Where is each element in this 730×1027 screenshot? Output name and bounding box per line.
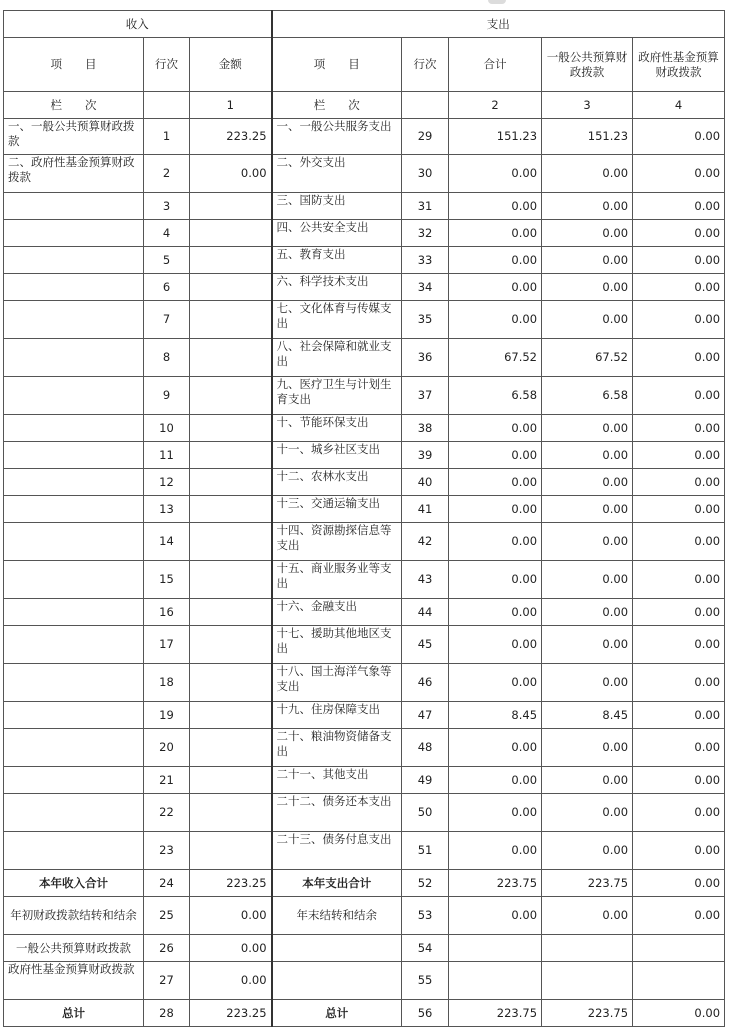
gov-fund-header: 政府性基金预算财政拨款 <box>633 38 725 92</box>
expense-row-number: 41 <box>402 496 449 523</box>
income-row-number: 12 <box>144 469 190 496</box>
table-row <box>4 339 725 377</box>
expense-gov-fund: 0.00 <box>633 469 725 496</box>
table-row <box>4 496 725 523</box>
expense-total: 0.00 <box>449 301 542 339</box>
income-item <box>4 702 144 729</box>
income-row-number: 13 <box>144 496 190 523</box>
expense-gov-fund: 0.00 <box>633 729 725 767</box>
expense-gov-fund: 0.00 <box>633 496 725 523</box>
income-section-header: 收入 <box>4 11 272 38</box>
table-row <box>4 626 725 664</box>
expense-total: 0.00 <box>449 832 542 870</box>
expense-item-header: 项 目 <box>272 38 402 92</box>
expense-general-budget: 223.75 <box>542 870 633 897</box>
income-row-number: 28 <box>144 1000 190 1027</box>
income-row-number: 6 <box>144 274 190 301</box>
table-row <box>4 729 725 767</box>
expense-item: 二十三、债务付息支出 <box>272 832 402 870</box>
expense-general-budget: 0.00 <box>542 155 633 193</box>
expense-general-budget: 0.00 <box>542 442 633 469</box>
income-row-number: 9 <box>144 377 190 415</box>
expense-item: 十一、城乡社区支出 <box>272 442 402 469</box>
income-item <box>4 339 144 377</box>
income-amount: 223.25 <box>190 870 272 897</box>
table-row <box>4 702 725 729</box>
income-row-number: 3 <box>144 193 190 220</box>
expense-total: 0.00 <box>449 274 542 301</box>
expense-item: 十五、商业服务业等支出 <box>272 561 402 599</box>
expense-total: 0.00 <box>449 469 542 496</box>
expense-row-number: 55 <box>402 962 449 1000</box>
expense-gov-fund: 0.00 <box>633 119 725 155</box>
expense-row-number: 54 <box>402 935 449 962</box>
expense-general-budget: 0.00 <box>542 832 633 870</box>
expense-total: 223.75 <box>449 870 542 897</box>
table-row <box>4 415 725 442</box>
expense-row-number: 52 <box>402 870 449 897</box>
expense-total: 0.00 <box>449 561 542 599</box>
expense-gov-fund: 0.00 <box>633 442 725 469</box>
expense-item: 四、公共安全支出 <box>272 220 402 247</box>
income-amount: 0.00 <box>190 962 272 1000</box>
expense-total: 0.00 <box>449 247 542 274</box>
expense-row-number: 29 <box>402 119 449 155</box>
expense-general-budget: 151.23 <box>542 119 633 155</box>
expense-total: 0.00 <box>449 496 542 523</box>
expense-total: 0.00 <box>449 193 542 220</box>
income-item: 总计 <box>4 1000 144 1027</box>
income-amount: 223.25 <box>190 1000 272 1027</box>
income-row-number: 24 <box>144 870 190 897</box>
expense-row-number: 50 <box>402 794 449 832</box>
income-row-number: 10 <box>144 415 190 442</box>
income-amount <box>190 561 272 599</box>
expense-item: 二十一、其他支出 <box>272 767 402 794</box>
table-row <box>4 767 725 794</box>
expense-item: 九、医疗卫生与计划生育支出 <box>272 377 402 415</box>
expense-general-budget: 6.58 <box>542 377 633 415</box>
income-amount <box>190 767 272 794</box>
expense-item: 十九、住房保障支出 <box>272 702 402 729</box>
expense-row-number: 53 <box>402 897 449 935</box>
expense-row-number: 42 <box>402 523 449 561</box>
income-row-number: 1 <box>144 119 190 155</box>
expense-row-number: 38 <box>402 415 449 442</box>
expense-general-budget: 0.00 <box>542 193 633 220</box>
expense-colindex-blank <box>402 92 449 119</box>
expense-gov-fund: 0.00 <box>633 220 725 247</box>
expense-gov-fund: 0.00 <box>633 767 725 794</box>
income-row-number: 25 <box>144 897 190 935</box>
income-item: 本年收入合计 <box>4 870 144 897</box>
expense-gov-fund: 0.00 <box>633 415 725 442</box>
income-amount <box>190 794 272 832</box>
colindex-4: 4 <box>633 92 725 119</box>
expense-gov-fund: 0.00 <box>633 523 725 561</box>
income-amount <box>190 702 272 729</box>
income-item <box>4 247 144 274</box>
expense-item: 一、一般公共服务支出 <box>272 119 402 155</box>
income-row-number: 14 <box>144 523 190 561</box>
expense-total: 0.00 <box>449 442 542 469</box>
income-row-number: 17 <box>144 626 190 664</box>
expense-total: 0.00 <box>449 626 542 664</box>
income-item <box>4 274 144 301</box>
income-item <box>4 469 144 496</box>
expense-general-budget: 0.00 <box>542 523 633 561</box>
expense-general-budget: 0.00 <box>542 729 633 767</box>
expense-total: 223.75 <box>449 1000 542 1027</box>
income-item <box>4 626 144 664</box>
expense-row-number: 30 <box>402 155 449 193</box>
income-item: 二、政府性基金预算财政拨款 <box>4 155 144 193</box>
expense-gov-fund: 0.00 <box>633 274 725 301</box>
income-item <box>4 599 144 626</box>
income-row-number: 16 <box>144 599 190 626</box>
table-row <box>4 664 725 702</box>
expense-total <box>449 962 542 1000</box>
expense-gov-fund: 0.00 <box>633 664 725 702</box>
expense-gov-fund: 0.00 <box>633 193 725 220</box>
table-row <box>4 155 725 193</box>
expense-general-budget: 0.00 <box>542 247 633 274</box>
expense-item: 二十、粮油物资储备支出 <box>272 729 402 767</box>
income-row-number: 18 <box>144 664 190 702</box>
expense-item: 三、国防支出 <box>272 193 402 220</box>
expense-row-number: 44 <box>402 599 449 626</box>
income-amount <box>190 626 272 664</box>
expense-total: 0.00 <box>449 664 542 702</box>
carryover-row <box>4 935 725 962</box>
column-index-row <box>4 92 725 119</box>
income-rowno-header: 行次 <box>144 38 190 92</box>
income-amount <box>190 377 272 415</box>
expense-general-budget: 0.00 <box>542 897 633 935</box>
expense-item: 十、节能环保支出 <box>272 415 402 442</box>
income-row-number: 8 <box>144 339 190 377</box>
income-amount <box>190 664 272 702</box>
expense-general-budget: 8.45 <box>542 702 633 729</box>
expense-gov-fund: 0.00 <box>633 599 725 626</box>
expense-gov-fund: 0.00 <box>633 794 725 832</box>
expense-gov-fund: 0.00 <box>633 561 725 599</box>
expense-gov-fund: 0.00 <box>633 377 725 415</box>
income-row-number: 4 <box>144 220 190 247</box>
income-row-number: 27 <box>144 962 190 1000</box>
table-row <box>4 442 725 469</box>
expense-gov-fund: 0.00 <box>633 897 725 935</box>
column-header-row <box>4 38 725 92</box>
income-amount: 223.25 <box>190 119 272 155</box>
income-amount <box>190 599 272 626</box>
expense-item: 二、外交支出 <box>272 155 402 193</box>
expense-general-budget: 0.00 <box>542 767 633 794</box>
expense-total: 0.00 <box>449 220 542 247</box>
expense-gov-fund: 0.00 <box>633 155 725 193</box>
income-item <box>4 767 144 794</box>
income-row-number: 19 <box>144 702 190 729</box>
income-amount <box>190 220 272 247</box>
expense-gov-fund <box>633 962 725 1000</box>
expense-gov-fund <box>633 935 725 962</box>
expense-general-budget: 0.00 <box>542 469 633 496</box>
expense-item: 总计 <box>272 1000 402 1027</box>
expense-row-number: 39 <box>402 442 449 469</box>
income-item <box>4 301 144 339</box>
expense-general-budget: 0.00 <box>542 274 633 301</box>
table-row <box>4 274 725 301</box>
income-item <box>4 377 144 415</box>
income-item <box>4 832 144 870</box>
income-amount <box>190 496 272 523</box>
table-row <box>4 301 725 339</box>
general-budget-header: 一般公共预算财政拨款 <box>542 38 633 92</box>
income-item: 政府性基金预算财政拨款 <box>4 962 144 1000</box>
expense-gov-fund: 0.00 <box>633 626 725 664</box>
table-row <box>4 193 725 220</box>
table-row <box>4 119 725 155</box>
expense-general-budget: 0.00 <box>542 496 633 523</box>
expense-item: 七、文化体育与传媒支出 <box>272 301 402 339</box>
table-row <box>4 247 725 274</box>
income-item: 年初财政拨款结转和结余 <box>4 897 144 935</box>
expense-gov-fund: 0.00 <box>633 702 725 729</box>
expense-general-budget: 0.00 <box>542 599 633 626</box>
expense-general-budget <box>542 962 633 1000</box>
income-amount <box>190 301 272 339</box>
expense-item: 十四、资源勘探信息等支出 <box>272 523 402 561</box>
expense-general-budget: 67.52 <box>542 339 633 377</box>
expense-total: 8.45 <box>449 702 542 729</box>
expense-general-budget: 0.00 <box>542 794 633 832</box>
income-amount <box>190 339 272 377</box>
expense-item: 六、科学技术支出 <box>272 274 402 301</box>
expense-general-budget: 223.75 <box>542 1000 633 1027</box>
income-item <box>4 664 144 702</box>
colindex-2: 2 <box>449 92 542 119</box>
income-amount: 0.00 <box>190 897 272 935</box>
expense-item: 十八、国土海洋气象等支出 <box>272 664 402 702</box>
expense-row-number: 36 <box>402 339 449 377</box>
expense-item: 二十二、债务还本支出 <box>272 794 402 832</box>
expense-row-number: 43 <box>402 561 449 599</box>
expense-gov-fund: 0.00 <box>633 247 725 274</box>
table-row <box>4 599 725 626</box>
income-amount <box>190 469 272 496</box>
income-colindex-blank <box>144 92 190 119</box>
colindex-3: 3 <box>542 92 633 119</box>
income-colindex-label: 栏 次 <box>4 92 144 119</box>
income-item <box>4 496 144 523</box>
expense-row-number: 40 <box>402 469 449 496</box>
income-row-number: 22 <box>144 794 190 832</box>
income-row-number: 5 <box>144 247 190 274</box>
income-item: 一、一般公共预算财政拨款 <box>4 119 144 155</box>
income-amount <box>190 274 272 301</box>
expense-general-budget: 0.00 <box>542 220 633 247</box>
expense-row-number: 31 <box>402 193 449 220</box>
income-row-number: 15 <box>144 561 190 599</box>
income-amount <box>190 729 272 767</box>
expense-total <box>449 935 542 962</box>
expense-gov-fund: 0.00 <box>633 339 725 377</box>
table-row <box>4 220 725 247</box>
expense-general-budget: 0.00 <box>542 301 633 339</box>
income-amount: 0.00 <box>190 935 272 962</box>
expense-total: 6.58 <box>449 377 542 415</box>
expense-item: 五、教育支出 <box>272 247 402 274</box>
income-row-number: 7 <box>144 301 190 339</box>
expense-item: 本年支出合计 <box>272 870 402 897</box>
expense-total: 0.00 <box>449 767 542 794</box>
expense-general-budget: 0.00 <box>542 561 633 599</box>
expense-total: 0.00 <box>449 523 542 561</box>
expense-section-header: 支出 <box>272 11 725 38</box>
expense-total: 0.00 <box>449 415 542 442</box>
expense-general-budget: 0.00 <box>542 415 633 442</box>
expense-colindex-label: 栏 次 <box>272 92 402 119</box>
income-item <box>4 561 144 599</box>
expense-row-number: 48 <box>402 729 449 767</box>
expense-item: 十二、农林水支出 <box>272 469 402 496</box>
expense-total: 0.00 <box>449 897 542 935</box>
expense-item: 十六、金融支出 <box>272 599 402 626</box>
table-row <box>4 832 725 870</box>
income-row-number: 21 <box>144 767 190 794</box>
income-amount <box>190 193 272 220</box>
budget-table <box>3 10 725 1027</box>
income-item-header: 项 目 <box>4 38 144 92</box>
income-row-number: 2 <box>144 155 190 193</box>
expense-row-number: 34 <box>402 274 449 301</box>
expense-general-budget <box>542 935 633 962</box>
income-amount: 0.00 <box>190 155 272 193</box>
carryover-row <box>4 962 725 1000</box>
expense-item: 年末结转和结余 <box>272 897 402 935</box>
expense-rowno-header: 行次 <box>402 38 449 92</box>
expense-row-number: 46 <box>402 664 449 702</box>
expense-gov-fund: 0.00 <box>633 832 725 870</box>
expense-total: 0.00 <box>449 794 542 832</box>
expense-item: 八、社会保障和就业支出 <box>272 339 402 377</box>
expense-general-budget: 0.00 <box>542 626 633 664</box>
table-row <box>4 523 725 561</box>
table-row <box>4 794 725 832</box>
expense-row-number: 37 <box>402 377 449 415</box>
income-item: 一般公共预算财政拨款 <box>4 935 144 962</box>
expense-total: 0.00 <box>449 729 542 767</box>
income-amount <box>190 523 272 561</box>
income-item <box>4 193 144 220</box>
income-item <box>4 442 144 469</box>
expense-total: 0.00 <box>449 155 542 193</box>
income-item <box>4 794 144 832</box>
income-item <box>4 415 144 442</box>
expense-general-budget: 0.00 <box>542 664 633 702</box>
income-item <box>4 729 144 767</box>
income-amount-header: 金额 <box>190 38 272 92</box>
income-item <box>4 523 144 561</box>
income-item <box>4 220 144 247</box>
expense-gov-fund: 0.00 <box>633 870 725 897</box>
expense-row-number: 32 <box>402 220 449 247</box>
income-row-number: 23 <box>144 832 190 870</box>
carryover-row <box>4 897 725 935</box>
expense-gov-fund: 0.00 <box>633 301 725 339</box>
expense-row-number: 47 <box>402 702 449 729</box>
expense-row-number: 49 <box>402 767 449 794</box>
scroll-indicator <box>488 0 506 4</box>
expense-item <box>272 962 402 1000</box>
expense-gov-fund: 0.00 <box>633 1000 725 1027</box>
expense-item <box>272 935 402 962</box>
income-amount <box>190 442 272 469</box>
expense-total: 0.00 <box>449 599 542 626</box>
income-amount <box>190 415 272 442</box>
expense-row-number: 35 <box>402 301 449 339</box>
expense-row-number: 45 <box>402 626 449 664</box>
expense-total: 67.52 <box>449 339 542 377</box>
table-row <box>4 561 725 599</box>
expense-item: 十三、交通运输支出 <box>272 496 402 523</box>
income-row-number: 20 <box>144 729 190 767</box>
table-row <box>4 377 725 415</box>
section-header-row <box>4 11 725 38</box>
income-row-number: 26 <box>144 935 190 962</box>
grand-total-row <box>4 1000 725 1027</box>
expense-row-number: 56 <box>402 1000 449 1027</box>
expense-item: 十七、援助其他地区支出 <box>272 626 402 664</box>
expense-row-number: 51 <box>402 832 449 870</box>
income-amount <box>190 247 272 274</box>
expense-total: 151.23 <box>449 119 542 155</box>
annual-total-row <box>4 870 725 897</box>
table-row <box>4 469 725 496</box>
income-row-number: 11 <box>144 442 190 469</box>
colindex-1: 1 <box>190 92 272 119</box>
expense-row-number: 33 <box>402 247 449 274</box>
expense-total-header: 合计 <box>449 38 542 92</box>
income-amount <box>190 832 272 870</box>
